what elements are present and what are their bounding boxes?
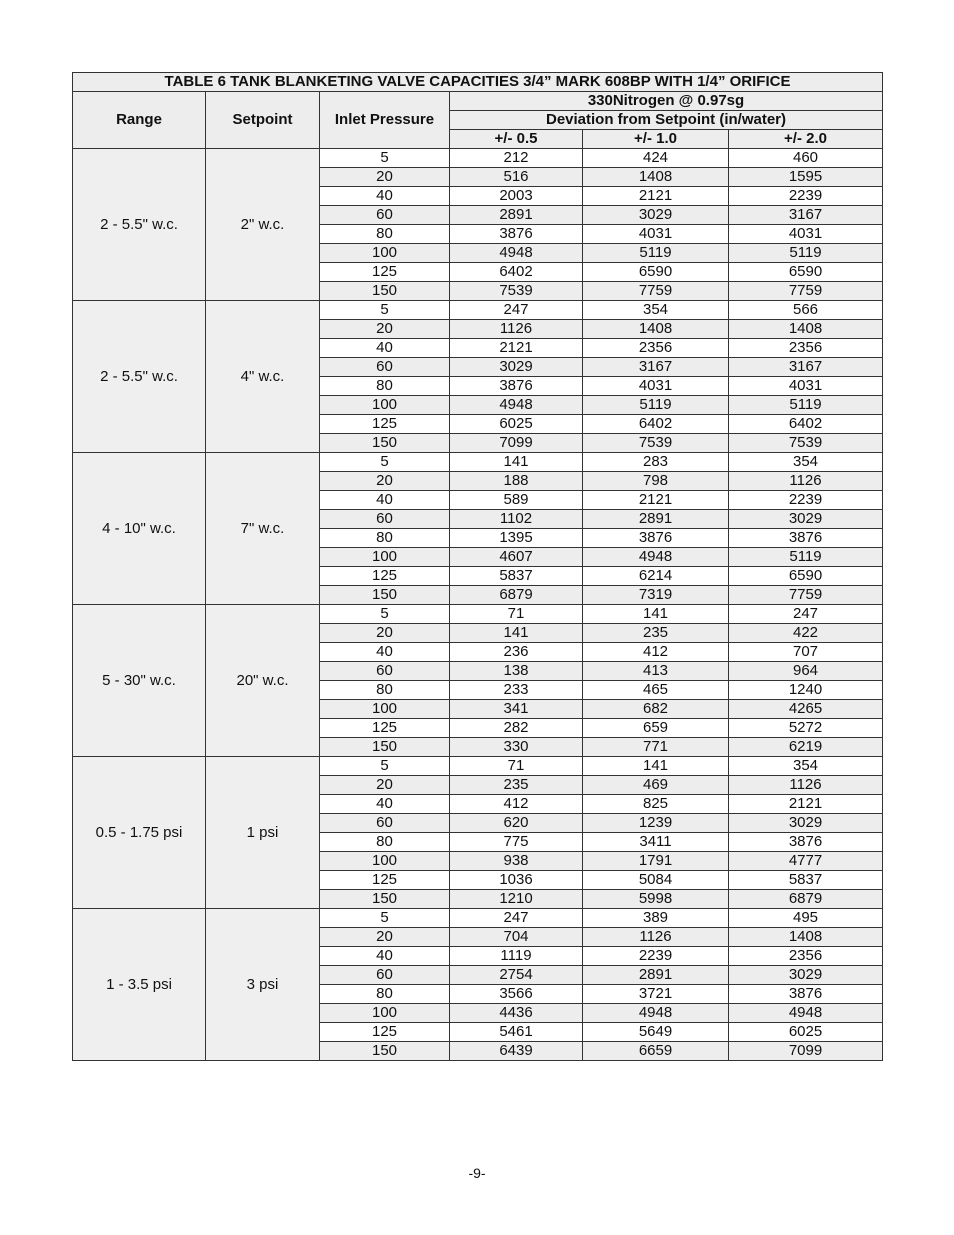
capacity-cell: 6659 — [583, 1042, 729, 1061]
inlet-pressure-cell: 100 — [320, 700, 450, 719]
capacity-cell: 1240 — [729, 681, 883, 700]
inlet-pressure-cell: 5 — [320, 605, 450, 624]
capacity-cell: 3029 — [450, 358, 583, 377]
setpoint-cell: 20" w.c. — [206, 605, 320, 757]
capacity-cell: 389 — [583, 909, 729, 928]
capacity-cell: 6025 — [450, 415, 583, 434]
capacity-cell: 2121 — [729, 795, 883, 814]
capacity-cell: 354 — [729, 453, 883, 472]
table-body — [73, 149, 883, 1061]
inlet-pressure-cell: 80 — [320, 225, 450, 244]
inlet-pressure-cell: 60 — [320, 814, 450, 833]
capacity-cell: 5649 — [583, 1023, 729, 1042]
capacity-cell: 7539 — [729, 434, 883, 453]
capacity-cell: 4031 — [729, 377, 883, 396]
capacity-cell: 2121 — [583, 491, 729, 510]
capacity-cell: 7759 — [729, 282, 883, 301]
capacity-cell: 5119 — [729, 548, 883, 567]
capacity-cell: 6879 — [729, 890, 883, 909]
capacity-cell: 704 — [450, 928, 583, 947]
table-title: TABLE 6 TANK BLANKETING VALVE CAPACITIES 3/4” MARK 608BP WITH 1/4” ORIFICE — [73, 73, 883, 92]
inlet-pressure-cell: 80 — [320, 377, 450, 396]
capacity-cell: 141 — [583, 757, 729, 776]
setpoint-header: Setpoint — [206, 92, 320, 149]
capacity-cell: 938 — [450, 852, 583, 871]
capacity-cell: 3876 — [729, 529, 883, 548]
capacity-cell: 1408 — [583, 168, 729, 187]
table-row — [73, 453, 883, 472]
inlet-pressure-cell: 150 — [320, 282, 450, 301]
capacity-cell: 5119 — [583, 244, 729, 263]
inlet-pressure-cell: 20 — [320, 320, 450, 339]
capacity-cell: 4948 — [729, 1004, 883, 1023]
capacity-cell: 2239 — [729, 187, 883, 206]
capacity-cell: 141 — [583, 605, 729, 624]
inlet-pressure-cell: 100 — [320, 1004, 450, 1023]
capacity-cell: 2356 — [583, 339, 729, 358]
range-cell: 2 - 5.5" w.c. — [73, 301, 206, 453]
inlet-pressure-cell: 40 — [320, 643, 450, 662]
inlet-pressure-cell: 20 — [320, 776, 450, 795]
capacity-cell: 2754 — [450, 966, 583, 985]
inlet-pressure-cell: 125 — [320, 719, 450, 738]
capacity-cell: 5084 — [583, 871, 729, 890]
setpoint-cell: 7" w.c. — [206, 453, 320, 605]
capacity-cell: 1408 — [729, 320, 883, 339]
capacity-cell: 659 — [583, 719, 729, 738]
capacity-cell: 3566 — [450, 985, 583, 1004]
capacity-cell: 7319 — [583, 586, 729, 605]
capacity-cell: 6025 — [729, 1023, 883, 1042]
inlet-pressure-cell: 20 — [320, 624, 450, 643]
capacity-cell: 5998 — [583, 890, 729, 909]
capacity-cell: 6590 — [583, 263, 729, 282]
inlet-pressure-cell: 125 — [320, 1023, 450, 1042]
inlet-pressure-cell: 80 — [320, 681, 450, 700]
inlet-pressure-cell: 5 — [320, 301, 450, 320]
capacity-cell: 3876 — [583, 529, 729, 548]
capacity-cell: 707 — [729, 643, 883, 662]
inlet-pressure-cell: 60 — [320, 358, 450, 377]
capacity-cell: 354 — [729, 757, 883, 776]
capacity-cell: 1210 — [450, 890, 583, 909]
capacity-cell: 3876 — [450, 377, 583, 396]
setpoint-cell: 3 psi — [206, 909, 320, 1061]
range-cell: 1 - 3.5 psi — [73, 909, 206, 1061]
inlet-pressure-cell: 125 — [320, 871, 450, 890]
capacity-cell: 247 — [450, 301, 583, 320]
inlet-pressure-header: Inlet Pressure — [320, 92, 450, 149]
inlet-pressure-cell: 150 — [320, 890, 450, 909]
range-cell: 0.5 - 1.75 psi — [73, 757, 206, 909]
capacity-cell: 3029 — [729, 510, 883, 529]
capacity-cell: 282 — [450, 719, 583, 738]
capacity-cell: 341 — [450, 700, 583, 719]
table-row — [73, 149, 883, 168]
capacity-cell: 2356 — [729, 339, 883, 358]
capacity-cell: 354 — [583, 301, 729, 320]
capacity-cell: 566 — [729, 301, 883, 320]
capacity-cell: 3411 — [583, 833, 729, 852]
capacity-cell: 7759 — [583, 282, 729, 301]
inlet-pressure-cell: 20 — [320, 168, 450, 187]
range-header: Range — [73, 92, 206, 149]
capacity-cell: 6402 — [583, 415, 729, 434]
capacity-cell: 188 — [450, 472, 583, 491]
inlet-pressure-cell: 150 — [320, 434, 450, 453]
inlet-pressure-cell: 5 — [320, 453, 450, 472]
setpoint-cell: 4" w.c. — [206, 301, 320, 453]
capacity-cell: 5119 — [729, 396, 883, 415]
capacity-cell: 138 — [450, 662, 583, 681]
table-row — [73, 757, 883, 776]
capacity-cell: 5837 — [450, 567, 583, 586]
capacity-cell: 7099 — [729, 1042, 883, 1061]
inlet-pressure-cell: 150 — [320, 1042, 450, 1061]
setpoint-cell: 1 psi — [206, 757, 320, 909]
capacity-cell: 1126 — [583, 928, 729, 947]
capacity-cell: 6439 — [450, 1042, 583, 1061]
capacity-cell: 4948 — [450, 396, 583, 415]
capacity-cell: 247 — [450, 909, 583, 928]
inlet-pressure-cell: 20 — [320, 472, 450, 491]
capacity-cell: 5272 — [729, 719, 883, 738]
capacity-cell: 1791 — [583, 852, 729, 871]
capacity-cell: 6590 — [729, 263, 883, 282]
capacity-cell: 424 — [583, 149, 729, 168]
medium-header: 330Nitrogen @ 0.97sg — [450, 92, 883, 111]
inlet-pressure-cell: 125 — [320, 415, 450, 434]
capacity-cell: 235 — [450, 776, 583, 795]
inlet-pressure-cell: 125 — [320, 263, 450, 282]
capacity-cell: 7539 — [583, 434, 729, 453]
capacity-cell: 1126 — [729, 776, 883, 795]
inlet-pressure-cell: 40 — [320, 339, 450, 358]
capacity-cell: 1036 — [450, 871, 583, 890]
capacity-cell: 1126 — [729, 472, 883, 491]
inlet-pressure-cell: 80 — [320, 529, 450, 548]
capacity-cell: 5837 — [729, 871, 883, 890]
deviation-col-header: +/- 2.0 — [729, 130, 883, 149]
capacity-cell: 412 — [450, 795, 583, 814]
capacity-cell: 283 — [583, 453, 729, 472]
capacity-cell: 2356 — [729, 947, 883, 966]
range-cell: 4 - 10" w.c. — [73, 453, 206, 605]
capacity-cell: 495 — [729, 909, 883, 928]
capacity-cell: 2121 — [450, 339, 583, 358]
capacity-cell: 413 — [583, 662, 729, 681]
capacity-cell: 7539 — [450, 282, 583, 301]
capacity-cell: 798 — [583, 472, 729, 491]
inlet-pressure-cell: 40 — [320, 187, 450, 206]
inlet-pressure-cell: 150 — [320, 738, 450, 757]
capacity-cell: 6590 — [729, 567, 883, 586]
range-cell: 5 - 30" w.c. — [73, 605, 206, 757]
capacity-cell: 4031 — [729, 225, 883, 244]
capacity-cell: 1595 — [729, 168, 883, 187]
capacity-cell: 2891 — [583, 510, 729, 529]
capacity-cell: 1395 — [450, 529, 583, 548]
capacity-cell: 7099 — [450, 434, 583, 453]
capacity-cell: 3721 — [583, 985, 729, 1004]
capacity-cell: 1239 — [583, 814, 729, 833]
inlet-pressure-cell: 125 — [320, 567, 450, 586]
capacity-cell: 235 — [583, 624, 729, 643]
capacity-cell: 141 — [450, 453, 583, 472]
capacity-cell: 1126 — [450, 320, 583, 339]
capacity-cell: 1408 — [729, 928, 883, 947]
capacity-cell: 412 — [583, 643, 729, 662]
capacity-cell: 3876 — [450, 225, 583, 244]
capacity-cell: 5461 — [450, 1023, 583, 1042]
capacity-cell: 3167 — [729, 358, 883, 377]
inlet-pressure-cell: 60 — [320, 966, 450, 985]
capacity-cell: 5119 — [583, 396, 729, 415]
table-row — [73, 605, 883, 624]
deviation-col-header: +/- 1.0 — [583, 130, 729, 149]
capacity-cell: 236 — [450, 643, 583, 662]
capacity-cell: 6879 — [450, 586, 583, 605]
inlet-pressure-cell: 5 — [320, 149, 450, 168]
capacity-cell: 5119 — [729, 244, 883, 263]
inlet-pressure-cell: 40 — [320, 947, 450, 966]
capacity-cell: 516 — [450, 168, 583, 187]
table-row — [73, 909, 883, 928]
capacity-cell: 3876 — [729, 833, 883, 852]
capacity-cell: 2239 — [583, 947, 729, 966]
capacity-cell: 2121 — [583, 187, 729, 206]
capacity-table — [72, 72, 883, 1061]
inlet-pressure-cell: 60 — [320, 662, 450, 681]
capacity-cell: 71 — [450, 757, 583, 776]
capacity-cell: 4265 — [729, 700, 883, 719]
capacity-cell: 4607 — [450, 548, 583, 567]
capacity-cell: 247 — [729, 605, 883, 624]
capacity-cell: 3167 — [729, 206, 883, 225]
page-number: -9- — [468, 1165, 486, 1181]
capacity-cell: 2003 — [450, 187, 583, 206]
capacity-cell: 2891 — [450, 206, 583, 225]
capacity-cell: 682 — [583, 700, 729, 719]
capacity-cell: 6219 — [729, 738, 883, 757]
capacity-cell: 2891 — [583, 966, 729, 985]
capacity-cell: 1119 — [450, 947, 583, 966]
capacity-cell: 212 — [450, 149, 583, 168]
inlet-pressure-cell: 5 — [320, 909, 450, 928]
capacity-cell: 6402 — [450, 263, 583, 282]
capacity-cell: 141 — [450, 624, 583, 643]
capacity-cell: 4031 — [583, 377, 729, 396]
capacity-cell: 460 — [729, 149, 883, 168]
capacity-cell: 7759 — [729, 586, 883, 605]
capacity-cell: 233 — [450, 681, 583, 700]
capacity-cell: 6214 — [583, 567, 729, 586]
capacity-cell: 1102 — [450, 510, 583, 529]
capacity-cell: 1408 — [583, 320, 729, 339]
capacity-cell: 469 — [583, 776, 729, 795]
inlet-pressure-cell: 5 — [320, 757, 450, 776]
inlet-pressure-cell: 60 — [320, 206, 450, 225]
capacity-cell: 6402 — [729, 415, 883, 434]
capacity-cell: 771 — [583, 738, 729, 757]
capacity-cell: 4948 — [583, 1004, 729, 1023]
inlet-pressure-cell: 150 — [320, 586, 450, 605]
capacity-cell: 4436 — [450, 1004, 583, 1023]
capacity-cell: 964 — [729, 662, 883, 681]
capacity-cell: 330 — [450, 738, 583, 757]
capacity-cell: 589 — [450, 491, 583, 510]
capacity-cell: 4948 — [450, 244, 583, 263]
capacity-cell: 3029 — [583, 206, 729, 225]
table-row — [73, 301, 883, 320]
inlet-pressure-cell: 40 — [320, 795, 450, 814]
capacity-cell: 3167 — [583, 358, 729, 377]
capacity-cell: 2239 — [729, 491, 883, 510]
inlet-pressure-cell: 100 — [320, 244, 450, 263]
deviation-col-header: +/- 0.5 — [450, 130, 583, 149]
capacity-cell: 422 — [729, 624, 883, 643]
inlet-pressure-cell: 80 — [320, 833, 450, 852]
capacity-cell: 825 — [583, 795, 729, 814]
inlet-pressure-cell: 80 — [320, 985, 450, 1004]
capacity-cell: 4777 — [729, 852, 883, 871]
inlet-pressure-cell: 100 — [320, 852, 450, 871]
deviation-header: Deviation from Setpoint (in/water) — [450, 111, 883, 130]
capacity-cell: 465 — [583, 681, 729, 700]
inlet-pressure-cell: 40 — [320, 491, 450, 510]
capacity-cell: 4948 — [583, 548, 729, 567]
capacity-cell: 620 — [450, 814, 583, 833]
capacity-cell: 3029 — [729, 814, 883, 833]
capacity-cell: 3876 — [729, 985, 883, 1004]
capacity-cell: 71 — [450, 605, 583, 624]
inlet-pressure-cell: 100 — [320, 396, 450, 415]
capacity-cell: 4031 — [583, 225, 729, 244]
capacity-cell: 3029 — [729, 966, 883, 985]
setpoint-cell: 2" w.c. — [206, 149, 320, 301]
inlet-pressure-cell: 20 — [320, 928, 450, 947]
inlet-pressure-cell: 100 — [320, 548, 450, 567]
inlet-pressure-cell: 60 — [320, 510, 450, 529]
capacity-cell: 775 — [450, 833, 583, 852]
range-cell: 2 - 5.5" w.c. — [73, 149, 206, 301]
